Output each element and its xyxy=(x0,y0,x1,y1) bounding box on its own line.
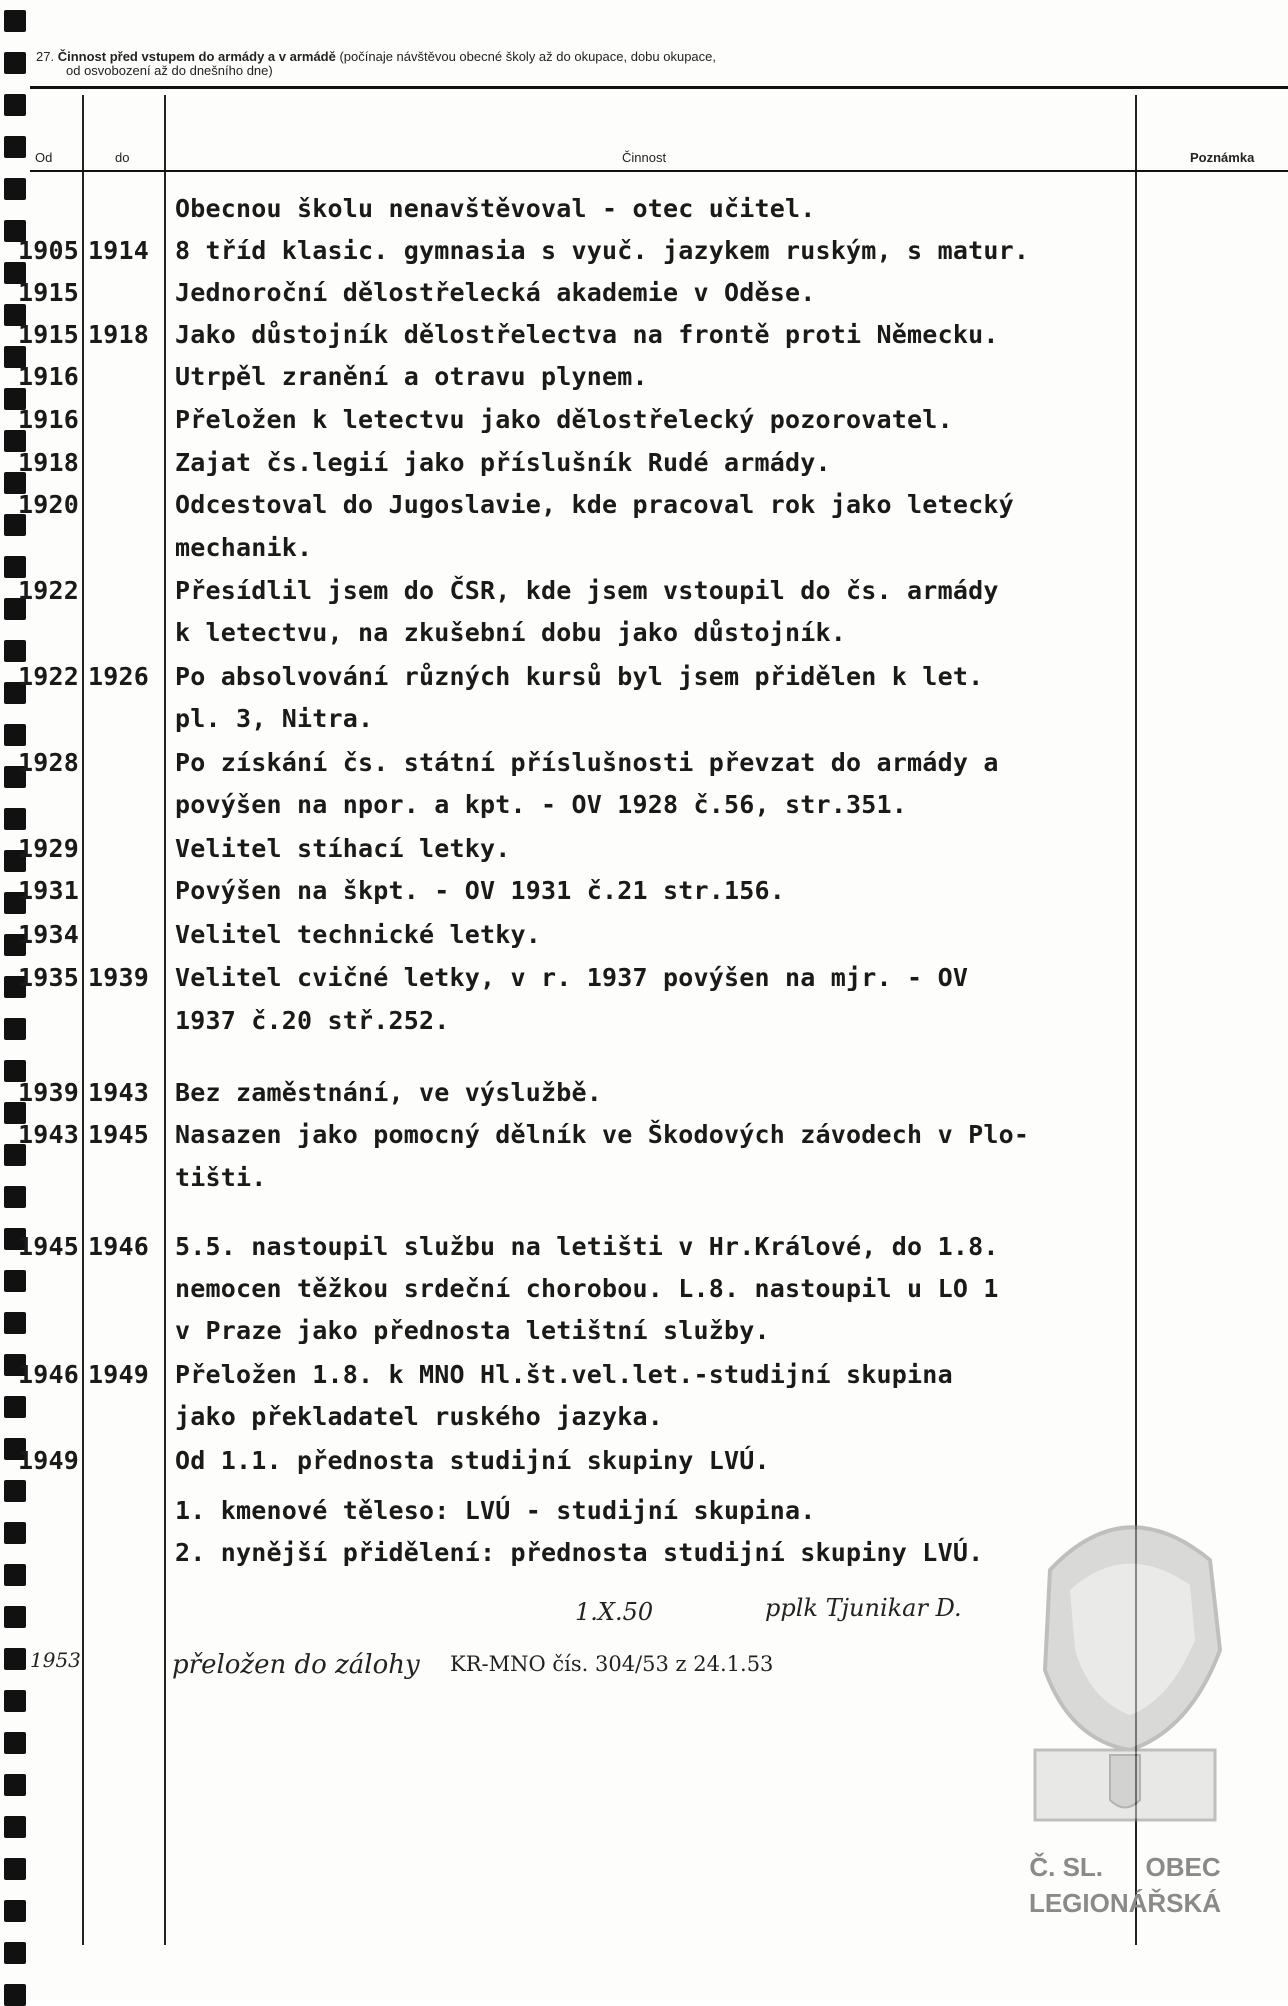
binder-ring xyxy=(4,1606,26,1628)
row-activity-text: v Praze jako přednosta letištní služby. xyxy=(175,1316,770,1345)
row-activity-text: Po absolvování různých kursů byl jsem přidělen k let. xyxy=(175,662,984,691)
row-activity-text: jako překladatel ruského jazyka. xyxy=(175,1402,664,1431)
row-from-year: 1929 xyxy=(18,834,80,863)
column-header-od: Od xyxy=(35,150,53,165)
row-activity-text: Bez zaměstnání, ve výslužbě. xyxy=(175,1078,603,1107)
binder-ring xyxy=(4,1312,26,1334)
binder-ring xyxy=(4,1900,26,1922)
row-activity-text: 5.5. nastoupil službu na letišti v Hr.Králové, do 1.8. xyxy=(175,1232,999,1261)
binder-ring xyxy=(4,52,26,74)
row-from-year: 1934 xyxy=(18,920,80,949)
column-divider-do xyxy=(164,95,166,1945)
binder-ring xyxy=(4,1732,26,1754)
handwritten-note: přeložen do zálohy xyxy=(172,1650,420,1680)
header-rule xyxy=(30,86,1288,89)
row-activity-text: Povýšen na škpt. - OV 1931 č.21 str.156. xyxy=(175,876,786,905)
row-from-year: 1939 xyxy=(18,1078,80,1107)
form-header xyxy=(36,50,716,78)
row-activity-text: Zajat čs.legií jako příslušník Rudé armády. xyxy=(175,448,831,477)
row-from-year: 1922 xyxy=(18,576,80,605)
stamp-text-line1 xyxy=(1000,1852,1250,1883)
binder-ring xyxy=(4,10,26,32)
binder-ring xyxy=(4,1186,26,1208)
row-activity-text: pl. 3, Nitra. xyxy=(175,704,374,733)
binder-ring xyxy=(4,1522,26,1544)
binder-ring xyxy=(4,136,26,158)
row-from-year: 1905 xyxy=(18,236,80,265)
row-from-year: 1918 xyxy=(18,448,80,477)
row-activity-text: k letectvu, na zkušební dobu jako důstojník. xyxy=(175,618,847,647)
header-note: (počínaje návštěvou obecné školy až do okupace, dobu okupace, xyxy=(339,49,717,64)
binder-ring xyxy=(4,1942,26,1964)
row-from-year: 1920 xyxy=(18,490,80,519)
row-from-year: 1945 xyxy=(18,1232,80,1261)
binder-ring xyxy=(4,1648,26,1670)
row-activity-text: Obecnou školu nenavštěvoval - otec učitel. xyxy=(175,194,816,223)
row-activity-text: Odcestoval do Jugoslavie, kde pracoval rok jako letecký xyxy=(175,490,1014,519)
binder-ring xyxy=(4,808,26,830)
binder-ring xyxy=(4,1984,26,2006)
row-activity-text: 1937 č.20 stř.252. xyxy=(175,1006,450,1035)
binder-ring xyxy=(4,556,26,578)
binder-ring xyxy=(4,1690,26,1712)
row-to-year: 1945 xyxy=(88,1120,150,1149)
binder-ring xyxy=(4,724,26,746)
handwritten-year: 1953 xyxy=(30,1648,81,1672)
row-activity-text: Přesídlil jsem do ČSR, kde jsem vstoupil do čs. armády xyxy=(175,576,999,605)
row-activity-text: 2. nynější přidělení: přednosta studijní skupiny LVÚ. xyxy=(175,1538,984,1567)
row-activity-text: Jako důstojník dělostřelectva na frontě proti Německu. xyxy=(175,320,999,349)
row-activity-text: Po získání čs. státní příslušnosti převzat do armády a xyxy=(175,748,999,777)
row-to-year: 1918 xyxy=(88,320,150,349)
row-to-year: 1914 xyxy=(88,236,150,265)
row-activity-text: Velitel cvičné letky, v r. 1937 povýšen na mjr. - OV xyxy=(175,963,969,992)
row-from-year: 1915 xyxy=(18,320,80,349)
row-to-year: 1943 xyxy=(88,1078,150,1107)
row-from-year: 1943 xyxy=(18,1120,80,1149)
row-activity-text: Jednoroční dělostřelecká akademie v Oděse. xyxy=(175,278,816,307)
row-activity-text: Velitel technické letky. xyxy=(175,920,542,949)
binder-ring xyxy=(4,1480,26,1502)
row-from-year: 1931 xyxy=(18,876,80,905)
column-header-poznamka: Poznámka xyxy=(1190,150,1255,165)
row-from-year: 1928 xyxy=(18,748,80,777)
stamp-text-line2: LEGIONÁŘSKÁ xyxy=(1028,1888,1222,1918)
row-from-year: 1915 xyxy=(18,278,80,307)
stamp-text-csl: Č. SL. xyxy=(1029,1852,1104,1882)
binder-ring xyxy=(4,1564,26,1586)
row-activity-text: 8 tříd klasic. gymnasia s vyuč. jazykem ruským, s matur. xyxy=(175,236,1030,265)
row-activity-text: Nasazen jako pomocný dělník ve Škodových závodech v Plo- xyxy=(175,1120,1030,1149)
column-header-do: do xyxy=(115,150,130,165)
row-to-year: 1946 xyxy=(88,1232,150,1261)
row-from-year: 1916 xyxy=(18,362,80,391)
row-activity-text: Velitel stíhací letky. xyxy=(175,834,511,863)
binder-ring xyxy=(4,94,26,116)
binder-ring xyxy=(4,1018,26,1040)
row-activity-text: Utrpěl zranění a otravu plynem. xyxy=(175,362,648,391)
row-activity-text: Od 1.1. přednosta studijní skupiny LVÚ. xyxy=(175,1446,770,1475)
row-activity-text: mechanik. xyxy=(175,533,313,562)
row-activity-text: Přeložen k letectvu jako dělostřelecký pozorovatel. xyxy=(175,405,953,434)
row-to-year: 1939 xyxy=(88,963,150,992)
column-header-cinnost: Činnost xyxy=(622,150,667,165)
row-from-year: 1949 xyxy=(18,1446,80,1475)
binder-ring xyxy=(4,640,26,662)
column-header-rule xyxy=(30,170,1288,172)
row-activity-text: Přeložen 1.8. k MNO Hl.št.vel.let.-studijní skupina xyxy=(175,1360,953,1389)
handwritten-date: 1.X.50 xyxy=(575,1598,654,1626)
binder-ring xyxy=(4,1270,26,1292)
binder-ring xyxy=(4,1858,26,1880)
header-title: Činnost před vstupem do armády a v armádě xyxy=(57,49,336,64)
row-from-year: 1922 xyxy=(18,662,80,691)
binder-ring xyxy=(4,1774,26,1796)
header-number: 27. xyxy=(36,49,55,64)
row-to-year: 1926 xyxy=(88,662,150,691)
legion-stamp-icon xyxy=(990,1500,1260,1880)
row-activity-text: povýšen na npor. a kpt. - OV 1928 č.56, str.351. xyxy=(175,790,908,819)
row-activity-text: tišti. xyxy=(175,1163,267,1192)
handwritten-reference: KR-MNO čís. 304/53 z 24.1.53 xyxy=(450,1652,774,1676)
stamp-text-obec: OBEC xyxy=(1145,1852,1221,1882)
column-divider-od xyxy=(82,95,84,1945)
header-note-2: od osvobození až do dnešního dne) xyxy=(66,63,273,78)
handwritten-signature: pplk Tjunikar D. xyxy=(765,1594,962,1622)
row-activity-text: 1. kmenové těleso: LVÚ - studijní skupina. xyxy=(175,1496,816,1525)
row-from-year: 1935 xyxy=(18,963,80,992)
row-activity-text: nemocen těžkou srdeční chorobou. L.8. nastoupil u LO 1 xyxy=(175,1274,999,1303)
binder-ring xyxy=(4,1396,26,1418)
binder-ring xyxy=(4,178,26,200)
row-to-year: 1949 xyxy=(88,1360,150,1389)
binder-ring xyxy=(4,1816,26,1838)
row-from-year: 1946 xyxy=(18,1360,80,1389)
row-from-year: 1916 xyxy=(18,405,80,434)
